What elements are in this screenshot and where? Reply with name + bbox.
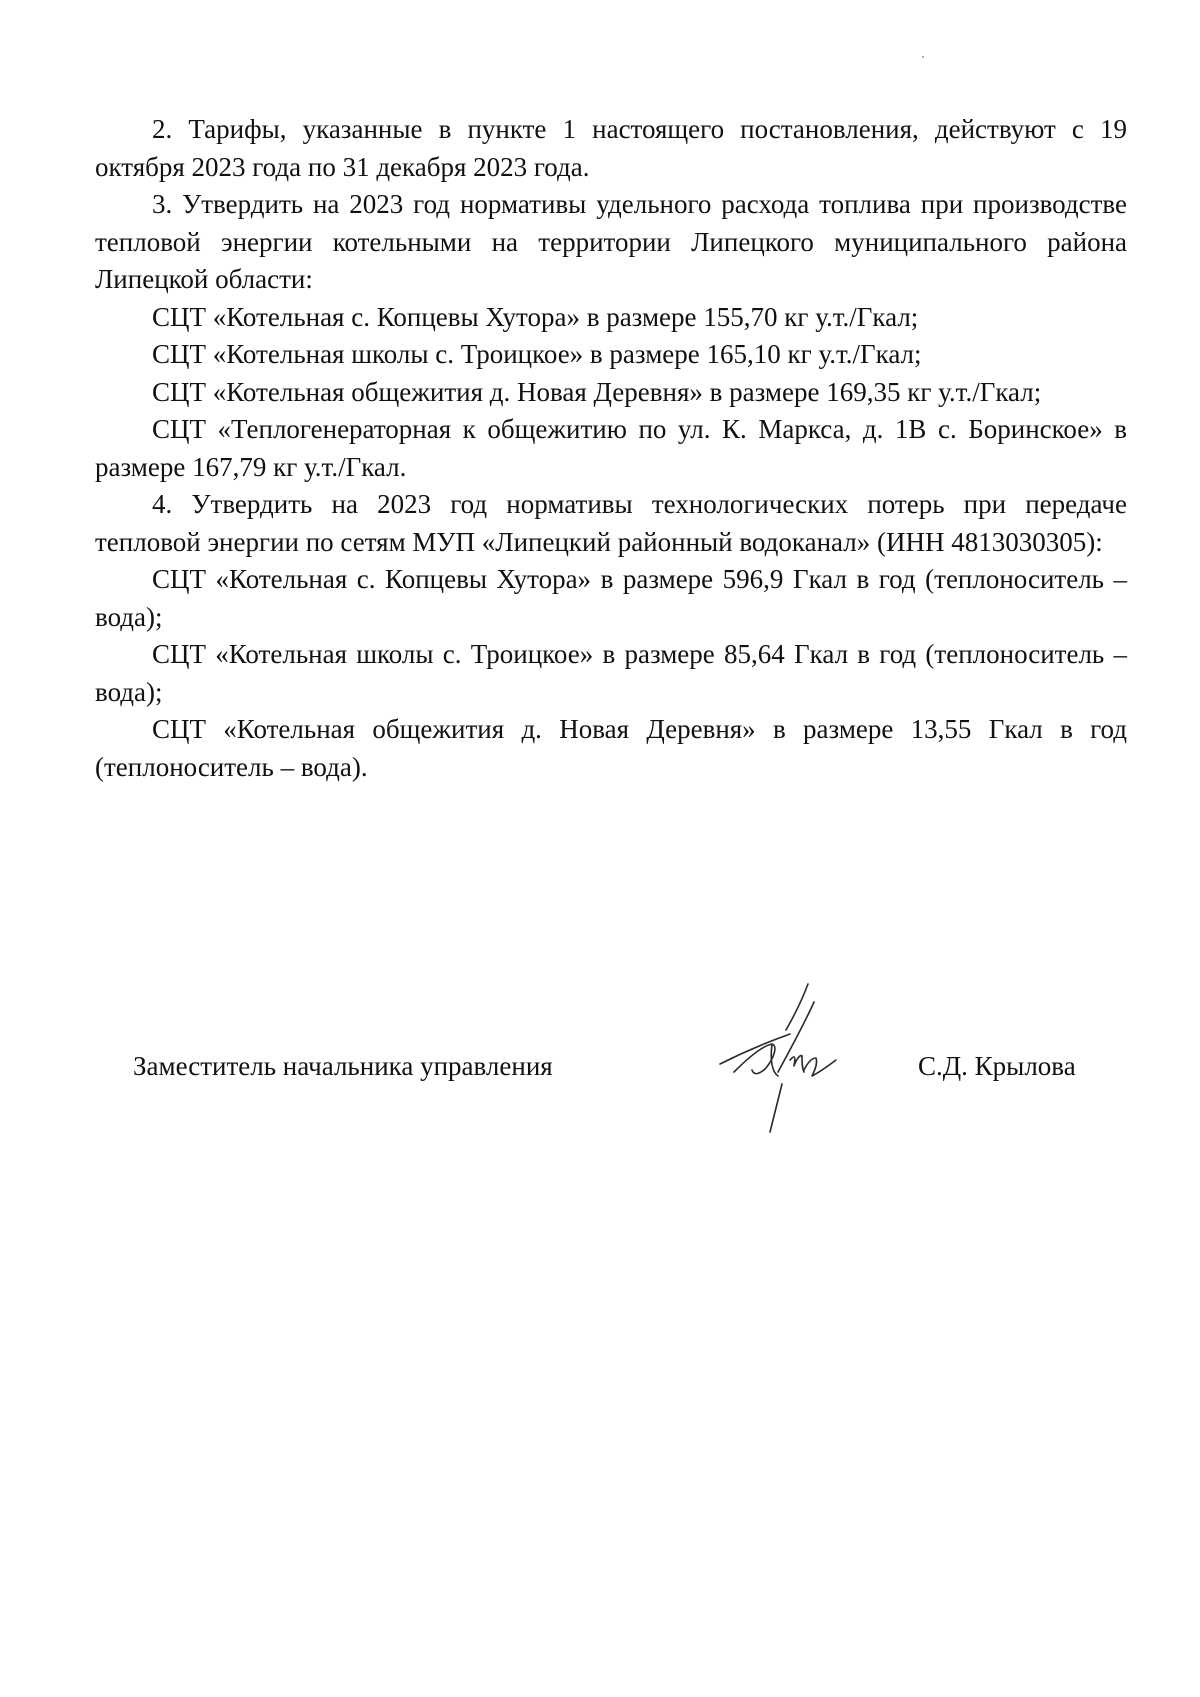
loss-norm-novaya-derevnya: СЦТ «Котельная общежития д. Новая Деревня» в размере 13,55 Гкал в год (теплоноситель – вода). [95, 714, 1127, 782]
signer-name: С.Д. Крылова [918, 1051, 1076, 1081]
handwritten-signature [690, 980, 870, 1140]
paragraph-tariff-period: 2. Тарифы, указанные в пункте 1 настоящего постановления, действуют с 19 октября 2023 года по 31 декабря 2023 года. [95, 114, 1127, 182]
fuel-norm-troitskoe-school: СЦТ «Котельная школы с. Троицкое» в размере 165,10 кг у.т./Гкал; [152, 339, 922, 369]
signature-block [0, 980, 1200, 1140]
loss-norm-kopcevy-khutora: СЦТ «Котельная с. Копцевы Хутора» в размере 596,9 Гкал в год (теплоноситель – вода); [95, 564, 1127, 632]
fuel-norm-borinskoe: СЦТ «Теплогенераторная к общежитию по ул. К. Маркса, д. 1В с. Боринское» в размере 167,79 кг у.т./Гкал. [95, 414, 1127, 482]
fuel-norm-kopcevy-khutora: СЦТ «Котельная с. Копцевы Хутора» в размере 155,70 кг у.т./Гкал; [152, 301, 919, 332]
loss-norm-troitskoe-school: СЦТ «Котельная школы с. Троицкое» в размере 85,64 Гкал в год (теплоноситель – вода); [95, 639, 1127, 707]
paragraph-fuel-norms-heading: 3. Утвердить на 2023 год нормативы удельного расхода топлива при производстве тепловой энергии котельными на территории Липецкого муниципального района Липецкой области: [95, 189, 1127, 294]
fuel-norm-novaya-derevnya: СЦТ «Котельная общежития д. Новая Деревня» в размере 169,35 кг у.т./Гкал; [152, 376, 1042, 407]
signer-position: Заместитель начальника управления [133, 1051, 553, 1081]
document-body [95, 111, 1127, 786]
paragraph-loss-norms-heading: 4. Утвердить на 2023 год нормативы технологических потерь при передаче тепловой энергии по сетям МУП «Липецкий районный водоканал» (ИНН 4813030305): [95, 489, 1127, 557]
scan-speck [922, 56, 924, 58]
